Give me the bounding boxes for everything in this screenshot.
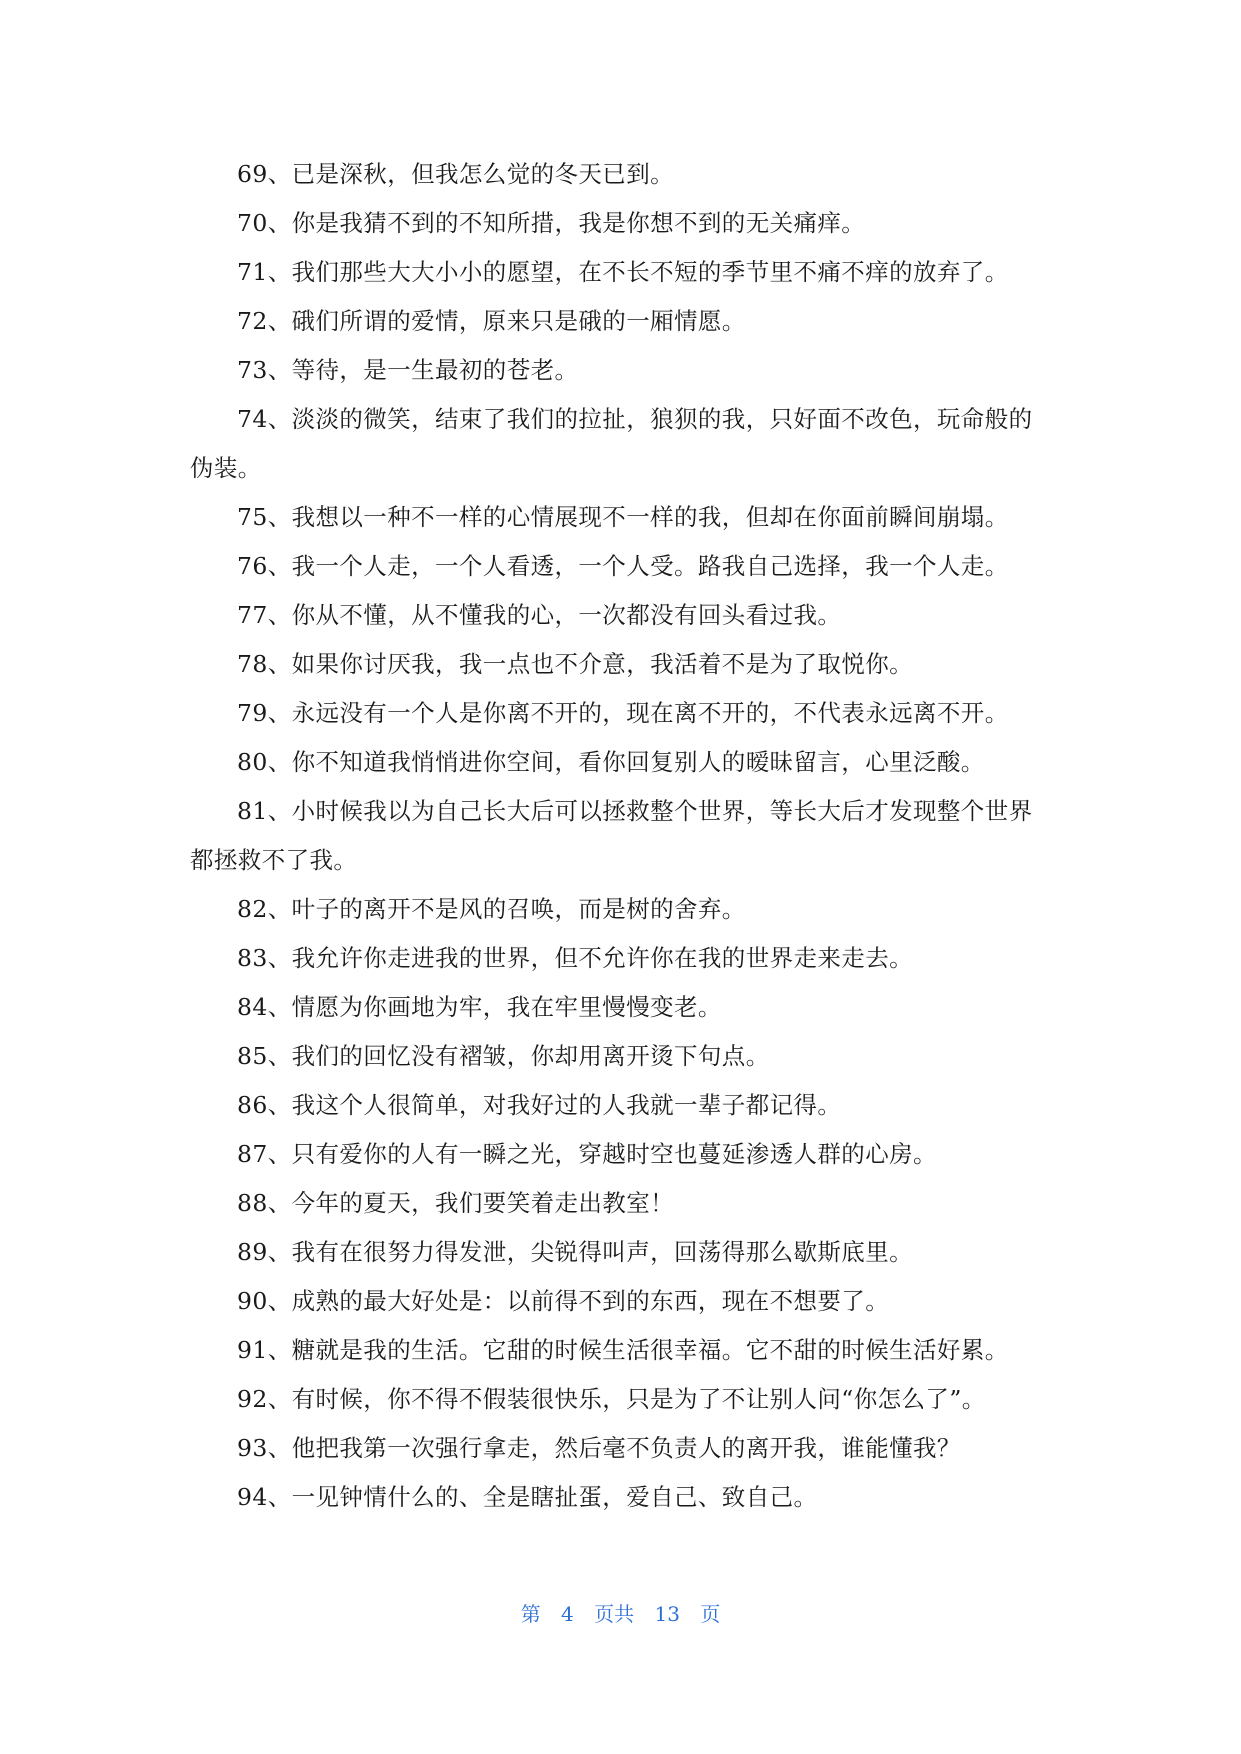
paragraph-89: 89、我有在很努力得发泄，尖锐得叫声，回荡得那么歇斯底里。 (237, 1238, 914, 1266)
footer-total-pages: 13 (654, 1602, 680, 1626)
footer-suffix: 页 (700, 1602, 721, 1626)
paragraph-92: 92、有时候，你不得不假装很快乐，只是为了不让别人问“你怎么了”。 (237, 1385, 986, 1413)
footer-middle: 页共 (594, 1602, 635, 1626)
paragraph-81: 81、小时候我以为自己长大后可以拯救整个世界，等长大后才发现整个世界都拯救不了我。 (190, 797, 1033, 874)
paragraph-79: 79、永远没有一个人是你离不开的，现在离不开的，不代表永远离不开。 (237, 699, 1009, 727)
paragraph-86: 86、我这个人很简单，对我好过的人我就一辈子都记得。 (237, 1091, 842, 1119)
paragraph-74: 74、淡淡的微笑，结束了我们的拉扯，狼狈的我，只好面不改色，玩命般的伪装。 (190, 405, 1033, 482)
paragraph-78: 78、如果你讨厌我，我一点也不介意，我活着不是为了取悦你。 (237, 650, 914, 678)
paragraph-94: 94、一见钟情什么的、全是瞎扯蛋，爱自己、致自己。 (237, 1483, 818, 1511)
paragraph-82: 82、叶子的离开不是风的召唤，而是树的舍弃。 (237, 895, 746, 923)
paragraph-75: 75、我想以一种不一样的心情展现不一样的我，但却在你面前瞬间崩塌。 (237, 503, 1009, 531)
paragraph-77: 77、你从不懂，从不懂我的心，一次都没有回头看过我。 (237, 601, 842, 629)
paragraph-83: 83、我允许你走进我的世界，但不允许你在我的世界走来走去。 (237, 944, 914, 972)
paragraph-87: 87、只有爱你的人有一瞬之光，穿越时空也蔓延渗透人群的心房。 (237, 1140, 937, 1168)
document-body (190, 150, 1050, 1522)
paragraph-76: 76、我一个人走，一个人看透，一个人受。路我自己选择，我一个人走。 (237, 552, 1009, 580)
paragraph-69: 69、已是深秋，但我怎么觉的冬天已到。 (237, 160, 675, 188)
paragraph-90: 90、成熟的最大好处是：以前得不到的东西，现在不想要了。 (237, 1287, 890, 1315)
paragraph-84: 84、情愿为你画地为牢，我在牢里慢慢变老。 (237, 993, 722, 1021)
paragraph-71: 71、我们那些大大小小的愿望，在不长不短的季节里不痛不痒的放弃了。 (237, 258, 1009, 286)
paragraph-85: 85、我们的回忆没有褶皱，你却用离开烫下句点。 (237, 1042, 770, 1070)
paragraph-72: 72、硪们所谓的爱情，原来只是硪的一厢情愿。 (237, 307, 746, 335)
paragraph-91: 91、糖就是我的生活。它甜的时候生活很幸福。它不甜的时候生活好累。 (237, 1336, 1009, 1364)
paragraph-80: 80、你不知道我悄悄进你空间，看你回复别人的暧昧留言，心里泛酸。 (237, 748, 985, 776)
page-footer (0, 1598, 1241, 1627)
paragraph-93: 93、他把我第一次强行拿走，然后毫不负责人的离开我，谁能懂我？ (237, 1434, 961, 1462)
paragraph-70: 70、你是我猜不到的不知所措，我是你想不到的无关痛痒。 (237, 209, 866, 237)
footer-prefix: 第 (520, 1602, 541, 1626)
paragraph-88: 88、今年的夏天，我们要笑着走出教室！ (237, 1189, 675, 1217)
footer-current-page: 4 (561, 1602, 574, 1626)
paragraph-73: 73、等待，是一生最初的苍老。 (237, 356, 579, 384)
